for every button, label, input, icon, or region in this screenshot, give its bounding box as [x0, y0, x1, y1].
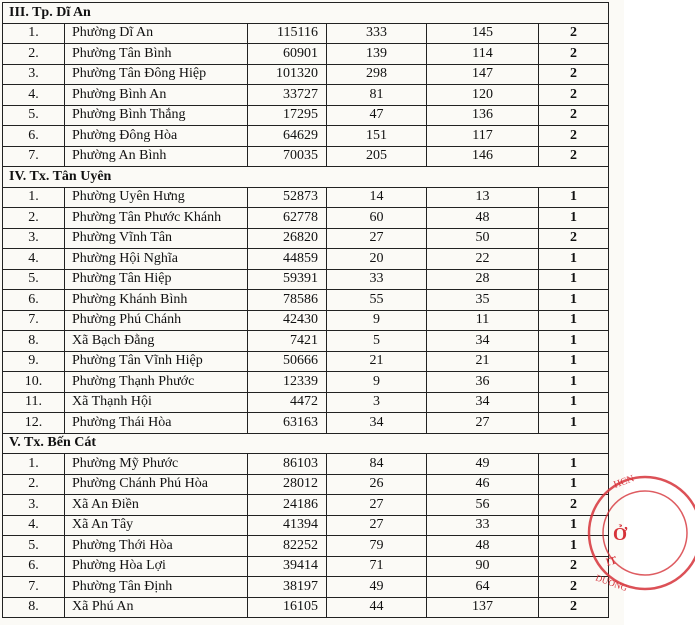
- ward-name: Phường Phú Chánh: [65, 310, 248, 331]
- population-value: 41394: [248, 515, 327, 536]
- table-row: [3, 372, 609, 393]
- ward-name: Phường Thái Hòa: [65, 413, 248, 434]
- value-col-1: 151: [327, 126, 427, 147]
- value-col-2: 27: [427, 413, 539, 434]
- value-col-1: 27: [327, 495, 427, 516]
- value-col-2: 137: [427, 597, 539, 618]
- row-number: 3.: [3, 495, 65, 516]
- ward-name: Phường Đông Hòa: [65, 126, 248, 147]
- value-col-2: 35: [427, 290, 539, 311]
- value-col-3: 1: [539, 331, 609, 352]
- table-row: [3, 146, 609, 167]
- row-number: 1.: [3, 23, 65, 44]
- value-col-2: 90: [427, 556, 539, 577]
- value-col-2: 46: [427, 474, 539, 495]
- population-value: 28012: [248, 474, 327, 495]
- svg-text:DƯƠNG: DƯƠNG: [594, 572, 629, 594]
- table-row: [3, 23, 609, 44]
- ward-name: Phường Bình An: [65, 85, 248, 106]
- row-number: 10.: [3, 372, 65, 393]
- value-col-3: 1: [539, 515, 609, 536]
- row-number: 11.: [3, 392, 65, 413]
- value-col-2: 11: [427, 310, 539, 331]
- ward-name: Phường Thới Hòa: [65, 536, 248, 557]
- commune-table: [2, 2, 609, 618]
- ward-name: Phường Hòa Lợi: [65, 556, 248, 577]
- value-col-3: 1: [539, 310, 609, 331]
- value-col-1: 27: [327, 228, 427, 249]
- row-number: 5.: [3, 269, 65, 290]
- population-value: 59391: [248, 269, 327, 290]
- value-col-2: 21: [427, 351, 539, 372]
- value-col-1: 9: [327, 310, 427, 331]
- ward-name: Xã An Điền: [65, 495, 248, 516]
- value-col-2: 146: [427, 146, 539, 167]
- population-value: 33727: [248, 85, 327, 106]
- row-number: 7.: [3, 146, 65, 167]
- row-number: 3.: [3, 64, 65, 85]
- ward-name: Phường Dĩ An: [65, 23, 248, 44]
- value-col-1: 55: [327, 290, 427, 311]
- value-col-3: 2: [539, 105, 609, 126]
- value-col-1: 3: [327, 392, 427, 413]
- ward-name: Xã An Tây: [65, 515, 248, 536]
- row-number: 12.: [3, 413, 65, 434]
- value-col-1: 47: [327, 105, 427, 126]
- ward-name: Phường Tân Đông Hiệp: [65, 64, 248, 85]
- table-row: [3, 187, 609, 208]
- population-value: 24186: [248, 495, 327, 516]
- value-col-2: 145: [427, 23, 539, 44]
- ward-name: Phường Tân Hiệp: [65, 269, 248, 290]
- value-col-3: 1: [539, 372, 609, 393]
- value-col-3: 1: [539, 413, 609, 434]
- table-row: [3, 105, 609, 126]
- population-value: 63163: [248, 413, 327, 434]
- value-col-1: 9: [327, 372, 427, 393]
- population-value: 82252: [248, 536, 327, 557]
- population-value: 60901: [248, 44, 327, 65]
- value-col-3: 1: [539, 208, 609, 229]
- value-col-1: 14: [327, 187, 427, 208]
- value-col-2: 147: [427, 64, 539, 85]
- row-number: 6.: [3, 126, 65, 147]
- value-col-2: 33: [427, 515, 539, 536]
- table-row: [3, 331, 609, 352]
- row-number: 2.: [3, 474, 65, 495]
- table-row: [3, 44, 609, 65]
- ward-name: Xã Bạch Đằng: [65, 331, 248, 352]
- value-col-2: 28: [427, 269, 539, 290]
- table-row: [3, 351, 609, 372]
- svg-text:rr: rr: [603, 550, 619, 570]
- section-title: III. Tp. Dĩ An: [3, 3, 609, 24]
- row-number: 5.: [3, 105, 65, 126]
- value-col-2: 56: [427, 495, 539, 516]
- section-title: IV. Tx. Tân Uyên: [3, 167, 609, 188]
- value-col-1: 44: [327, 597, 427, 618]
- population-value: 12339: [248, 372, 327, 393]
- population-value: 39414: [248, 556, 327, 577]
- value-col-3: 1: [539, 249, 609, 270]
- value-col-1: 81: [327, 85, 427, 106]
- value-col-3: 1: [539, 474, 609, 495]
- table-row: [3, 392, 609, 413]
- table-row: [3, 454, 609, 475]
- row-number: 6.: [3, 556, 65, 577]
- population-value: 42430: [248, 310, 327, 331]
- table-body: [3, 3, 609, 618]
- population-value: 78586: [248, 290, 327, 311]
- value-col-1: 26: [327, 474, 427, 495]
- population-value: 26820: [248, 228, 327, 249]
- table-row: [3, 208, 609, 229]
- population-value: 86103: [248, 454, 327, 475]
- table-row: [3, 515, 609, 536]
- value-col-3: 1: [539, 454, 609, 475]
- table-row: [3, 228, 609, 249]
- ward-name: Phường Bình Thắng: [65, 105, 248, 126]
- population-value: 101320: [248, 64, 327, 85]
- row-number: 2.: [3, 208, 65, 229]
- value-col-2: 117: [427, 126, 539, 147]
- population-value: 4472: [248, 392, 327, 413]
- table-row: [3, 85, 609, 106]
- row-number: 7.: [3, 310, 65, 331]
- value-col-3: 2: [539, 228, 609, 249]
- value-col-3: 1: [539, 351, 609, 372]
- row-number: 1.: [3, 187, 65, 208]
- value-col-3: 2: [539, 44, 609, 65]
- ward-name: Phường Thạnh Phước: [65, 372, 248, 393]
- value-col-3: 1: [539, 392, 609, 413]
- table-row: [3, 577, 609, 598]
- value-col-2: 13: [427, 187, 539, 208]
- value-col-2: 136: [427, 105, 539, 126]
- value-col-1: 33: [327, 269, 427, 290]
- section-header-row: [3, 433, 609, 454]
- value-col-3: 2: [539, 85, 609, 106]
- value-col-3: 2: [539, 597, 609, 618]
- ward-name: Phường An Bình: [65, 146, 248, 167]
- ward-name: Phường Khánh Bình: [65, 290, 248, 311]
- value-col-3: 2: [539, 126, 609, 147]
- ward-name: Phường Vĩnh Tân: [65, 228, 248, 249]
- population-value: 44859: [248, 249, 327, 270]
- svg-text:Ở: Ở: [613, 524, 628, 544]
- table-row: [3, 474, 609, 495]
- ward-name: Phường Tân Định: [65, 577, 248, 598]
- value-col-3: 2: [539, 495, 609, 516]
- value-col-2: 49: [427, 454, 539, 475]
- value-col-3: 1: [539, 290, 609, 311]
- value-col-1: 60: [327, 208, 427, 229]
- table-row: [3, 556, 609, 577]
- value-col-2: 48: [427, 536, 539, 557]
- ward-name: Phường Tân Phước Khánh: [65, 208, 248, 229]
- value-col-1: 5: [327, 331, 427, 352]
- row-number: 6.: [3, 290, 65, 311]
- value-col-1: 139: [327, 44, 427, 65]
- table-row: [3, 597, 609, 618]
- value-col-1: 79: [327, 536, 427, 557]
- value-col-3: 2: [539, 64, 609, 85]
- value-col-3: 2: [539, 146, 609, 167]
- value-col-3: 1: [539, 536, 609, 557]
- value-col-2: 50: [427, 228, 539, 249]
- row-number: 5.: [3, 536, 65, 557]
- row-number: 3.: [3, 228, 65, 249]
- value-col-2: 64: [427, 577, 539, 598]
- value-col-3: 1: [539, 269, 609, 290]
- ward-name: Phường Tân Vĩnh Hiệp: [65, 351, 248, 372]
- value-col-3: 2: [539, 577, 609, 598]
- population-value: 62778: [248, 208, 327, 229]
- row-number: 2.: [3, 44, 65, 65]
- table-row: [3, 269, 609, 290]
- value-col-1: 27: [327, 515, 427, 536]
- value-col-3: 2: [539, 23, 609, 44]
- population-value: 16105: [248, 597, 327, 618]
- value-col-1: 84: [327, 454, 427, 475]
- population-value: 17295: [248, 105, 327, 126]
- population-value: 64629: [248, 126, 327, 147]
- ward-name: Xã Thạnh Hội: [65, 392, 248, 413]
- row-number: 8.: [3, 597, 65, 618]
- row-number: 4.: [3, 249, 65, 270]
- value-col-1: 333: [327, 23, 427, 44]
- value-col-2: 114: [427, 44, 539, 65]
- value-col-1: 34: [327, 413, 427, 434]
- ward-name: Phường Hội Nghĩa: [65, 249, 248, 270]
- row-number: 4.: [3, 85, 65, 106]
- value-col-1: 298: [327, 64, 427, 85]
- table-row: [3, 310, 609, 331]
- value-col-3: 1: [539, 187, 609, 208]
- table-row: [3, 413, 609, 434]
- ward-name: Phường Chánh Phú Hòa: [65, 474, 248, 495]
- row-number: 9.: [3, 351, 65, 372]
- ward-name: Phường Tân Bình: [65, 44, 248, 65]
- row-number: 7.: [3, 577, 65, 598]
- value-col-1: 71: [327, 556, 427, 577]
- population-value: 115116: [248, 23, 327, 44]
- value-col-2: 34: [427, 392, 539, 413]
- value-col-1: 49: [327, 577, 427, 598]
- value-col-2: 36: [427, 372, 539, 393]
- value-col-3: 2: [539, 556, 609, 577]
- population-value: 50666: [248, 351, 327, 372]
- row-number: 1.: [3, 454, 65, 475]
- ward-name: Phường Mỹ Phước: [65, 454, 248, 475]
- table-row: [3, 249, 609, 270]
- population-value: 52873: [248, 187, 327, 208]
- table-row: [3, 290, 609, 311]
- row-number: 8.: [3, 331, 65, 352]
- ward-name: Xã Phú An: [65, 597, 248, 618]
- value-col-1: 205: [327, 146, 427, 167]
- ward-name: Phường Uyên Hưng: [65, 187, 248, 208]
- population-value: 70035: [248, 146, 327, 167]
- value-col-2: 120: [427, 85, 539, 106]
- value-col-1: 21: [327, 351, 427, 372]
- section-header-row: [3, 167, 609, 188]
- value-col-1: 20: [327, 249, 427, 270]
- table-row: [3, 64, 609, 85]
- table-row: [3, 495, 609, 516]
- row-number: 4.: [3, 515, 65, 536]
- value-col-2: 22: [427, 249, 539, 270]
- value-col-2: 34: [427, 331, 539, 352]
- section-title: V. Tx. Bến Cát: [3, 433, 609, 454]
- value-col-2: 48: [427, 208, 539, 229]
- table-row: [3, 536, 609, 557]
- population-value: 7421: [248, 331, 327, 352]
- population-value: 38197: [248, 577, 327, 598]
- section-header-row: [3, 3, 609, 24]
- svg-text:HCN: HCN: [612, 473, 636, 491]
- table-row: [3, 126, 609, 147]
